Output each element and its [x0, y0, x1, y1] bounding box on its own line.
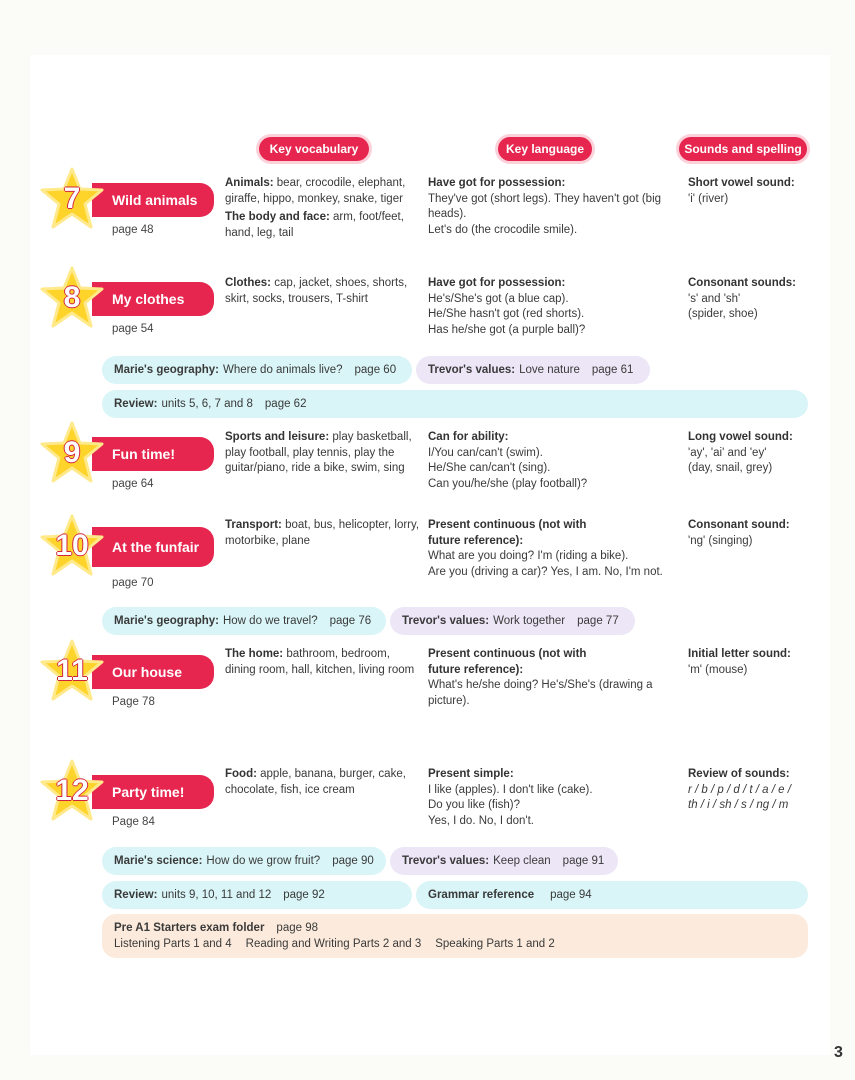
key-vocabulary-header: Key vocabulary — [259, 137, 369, 161]
unit-page-ref: page 54 — [112, 323, 154, 335]
star-icon — [38, 266, 106, 330]
vocab-entry: Transport: boat, bus, helicopter, lorry, motorbike, plane — [225, 519, 420, 547]
unit-title: Party time! — [92, 775, 214, 809]
exam-page: page 98 — [276, 922, 318, 934]
language-line: What are you doing? I'm (riding a bike). — [428, 550, 629, 562]
vocab-entry: The body and face: arm, foot/feet, hand, leg, tail — [225, 211, 404, 239]
unit-title: Wild animals — [92, 183, 214, 217]
sound-heading: Long vowel sound: — [688, 431, 793, 443]
sound-line: (spider, shoe) — [688, 308, 758, 320]
vocab-entry: Animals: bear, crocodile, elephant, giraffe, hippo, monkey, snake, tiger — [225, 177, 406, 205]
language-heading: Present simple: — [428, 768, 514, 780]
language-column — [428, 647, 673, 709]
star-icon — [38, 421, 106, 485]
exam-part: Listening Parts 1 and 4 — [114, 937, 232, 950]
language-line: He/She hasn't got (red shorts). — [428, 308, 585, 320]
sound-column — [688, 430, 823, 477]
language-column — [428, 767, 673, 829]
sound-heading: Consonant sound: — [688, 519, 790, 531]
language-heading: Have got for possession: — [428, 177, 566, 189]
vocab-entry: The home: bathroom, bedroom, dining room, hall, kitchen, living room — [225, 648, 415, 676]
language-column — [428, 176, 673, 238]
star-icon — [38, 514, 106, 578]
unit-number: 10 — [55, 529, 89, 562]
language-line: Do you like (fish)? — [428, 799, 521, 811]
sound-heading: Initial letter sound: — [688, 648, 791, 660]
sounds-spelling-header: Sounds and spelling — [679, 137, 807, 161]
unit-number: 9 — [63, 436, 81, 469]
vocab-entry: Food: apple, banana, burger, cake, chocolate, fish, ice cream — [225, 768, 406, 796]
sound-line: 'm' (mouse) — [688, 663, 748, 676]
values-band: Trevor's values: Work together page 77 — [390, 607, 635, 635]
review-band: Review: units 5, 6, 7 and 8 page 62 — [102, 390, 808, 418]
unit-page-ref: Page 78 — [112, 696, 155, 708]
language-heading: Can for ability: — [428, 431, 509, 443]
star-icon — [38, 167, 106, 231]
language-line: He/She can/can't (sing). — [428, 462, 551, 474]
language-line: Yes, I do. No, I don't. — [428, 814, 534, 827]
geography-band: Marie's geography: How do we travel? page 76 — [102, 607, 386, 635]
unit-title: Our house — [92, 655, 214, 689]
language-line: I/You can/can't (swim). — [428, 446, 543, 459]
sound-column — [688, 767, 823, 814]
language-line: I like (apples). I don't like (cake). — [428, 783, 593, 796]
unit-title: Fun time! — [92, 437, 214, 471]
vocab-entry: Clothes: cap, jacket, shoes, shorts, skirt, socks, trousers, T-shirt — [225, 277, 408, 305]
language-line: Let's do (the crocodile smile). — [428, 223, 578, 236]
language-line: He's/She's got (a blue cap). — [428, 292, 569, 305]
exam-folder-band — [102, 914, 808, 958]
sound-line: (day, snail, grey) — [688, 462, 773, 474]
geography-band: Marie's geography: Where do animals live? page 60 — [102, 356, 412, 384]
page-number: 3 — [834, 1044, 843, 1061]
sound-line: 'ng' (singing) — [688, 534, 753, 547]
sound-heading: Consonant sounds: — [688, 277, 796, 289]
sound-column — [688, 647, 823, 678]
language-column — [428, 276, 673, 338]
star-icon — [38, 759, 106, 823]
values-band: Trevor's values: Keep clean page 91 — [390, 847, 618, 875]
language-line: What's he/she doing? He's/She's (drawing a picture). — [428, 679, 653, 707]
sound-heading: Review of sounds: — [688, 768, 790, 780]
unit-number: 11 — [56, 654, 88, 687]
sound-line: r / b / p / d / t / a / e / — [688, 783, 791, 796]
unit-page-ref: page 70 — [112, 577, 154, 589]
values-band: Trevor's values: Love nature page 61 — [416, 356, 650, 384]
language-heading: Present continuous (not with future reference): — [428, 519, 587, 547]
sound-column — [688, 518, 823, 549]
vocab-column — [225, 647, 420, 678]
exam-title: Pre A1 Starters exam folder — [114, 922, 265, 934]
unit-page-ref: page 48 — [112, 224, 154, 236]
language-heading: Present continuous (not with future reference): — [428, 648, 587, 676]
key-language-header: Key language — [498, 137, 592, 161]
unit-number: 8 — [63, 281, 81, 314]
vocab-column — [225, 276, 420, 307]
language-column — [428, 430, 673, 492]
unit-title: At the funfair — [92, 527, 214, 567]
language-line: Can you/he/she (play football)? — [428, 477, 588, 490]
vocab-column — [225, 767, 420, 798]
sound-column — [688, 176, 823, 207]
sound-column — [688, 276, 823, 323]
vocab-column — [225, 176, 420, 241]
sound-line: 'ay', 'ai' and 'ey' — [688, 446, 767, 459]
language-column — [428, 518, 673, 580]
language-line: Are you (driving a car)? Yes, I am. No, I'm not. — [428, 565, 663, 578]
star-icon — [38, 639, 106, 703]
sound-heading: Short vowel sound: — [688, 177, 795, 189]
vocab-column — [225, 518, 420, 549]
unit-number: 12 — [55, 774, 89, 807]
sound-line: 'i' (river) — [688, 192, 729, 205]
exam-part: Reading and Writing Parts 2 and 3 — [245, 937, 422, 950]
unit-page-ref: page 64 — [112, 478, 154, 490]
language-line: Has he/she got (a purple ball)? — [428, 323, 586, 336]
vocab-column — [225, 430, 420, 477]
review-band: Review: units 9, 10, 11 and 12 page 92 — [102, 881, 412, 909]
science-band: Marie's science: How do we grow fruit? page 90 — [102, 847, 386, 875]
unit-number: 7 — [63, 182, 81, 215]
unit-page-ref: Page 84 — [112, 816, 155, 828]
unit-title: My clothes — [92, 282, 214, 316]
vocab-entry: Sports and leisure: play basketball, play football, play tennis, play the guitar/piano, ride a bike, swim, sing — [225, 431, 412, 474]
language-heading: Have got for possession: — [428, 277, 566, 289]
sound-line: 's' and 'sh' — [688, 292, 741, 305]
grammar-reference-band: Grammar reference page 94 — [416, 881, 808, 909]
language-line: They've got (short legs). They haven't got (big heads). — [428, 192, 662, 220]
sound-line: th / i / sh / s / ng / m — [688, 799, 789, 811]
exam-part: Speaking Parts 1 and 2 — [435, 937, 555, 950]
